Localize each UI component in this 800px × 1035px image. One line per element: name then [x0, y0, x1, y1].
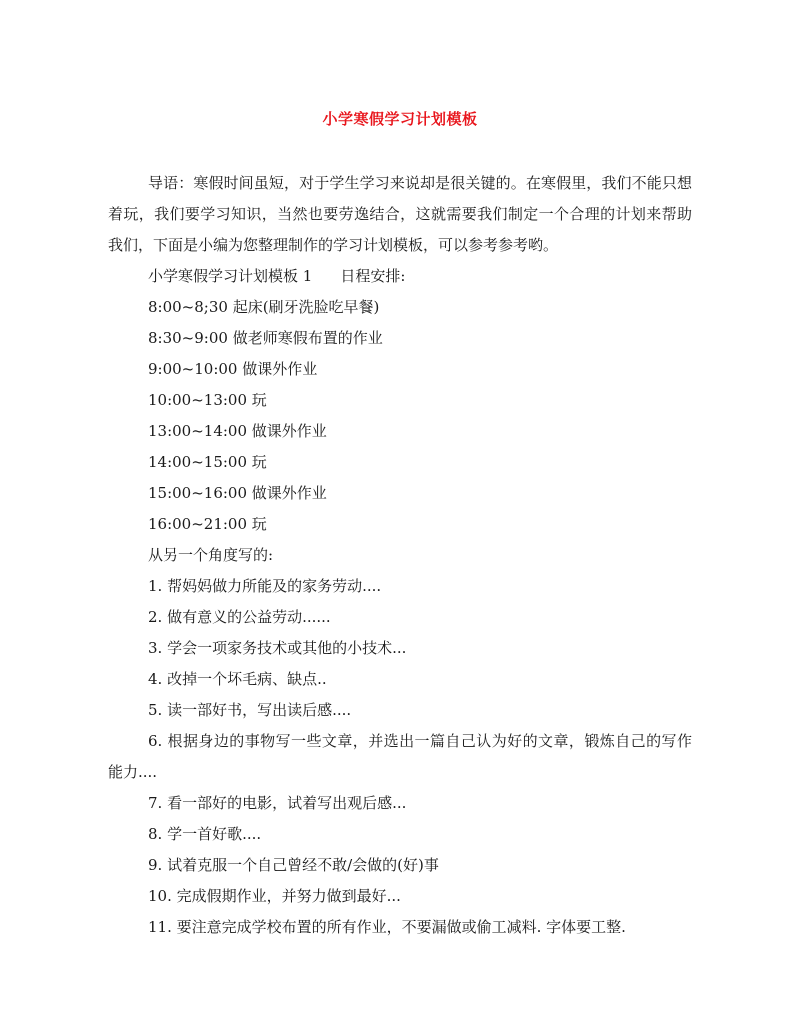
schedule-item: 8:00~8;30 起床(刷牙洗脸吃早餐): [148, 298, 380, 316]
schedule-label: 日程安排:: [340, 267, 406, 285]
list-item: 11. 要注意完成学校布置的所有作业，不要漏做或偷工减料. 字体要工整.: [148, 918, 626, 936]
schedule-item: 16:00~21:00 玩: [148, 515, 267, 533]
list-item: 2. 做有意义的公益劳动......: [148, 608, 331, 626]
list-item: 4. 改掉一个坏毛病、缺点..: [148, 670, 327, 688]
list-item: 9. 试着克服一个自己曾经不敢/会做的(好)事: [148, 856, 439, 874]
list-item: 3. 学会一项家务技术或其他的小技术...: [148, 639, 407, 657]
document-body: [108, 168, 692, 943]
section-heading-line: [108, 261, 692, 292]
list-item: 1. 帮妈妈做力所能及的家务劳动....: [148, 577, 382, 595]
list-item: 6. 根据身边的事物写一些文章，并选出一篇自己认为好的文章，锻炼自己的写作能力....: [108, 732, 692, 781]
list-item: 5. 读一部好书，写出读后感....: [148, 701, 352, 719]
angle-heading: 从另一个角度写的:: [148, 546, 274, 564]
list-item: 8. 学一首好歌....: [148, 825, 262, 843]
schedule-item: 14:00~15:00 玩: [148, 453, 267, 471]
schedule-item: 8:30~9:00 做老师寒假布置的作业: [148, 329, 383, 347]
page-title: 小学寒假学习计划模板: [322, 110, 478, 128]
intro-paragraph: 导语：寒假时间虽短，对于学生学习来说却是很关键的。在寒假里，我们不能只想着玩，我们要学习知识，当然也要劳逸结合，这就需要我们制定一个合理的计划来帮助我们，下面是小编为您整理制作的学习计划模板，可以参考参考哟。: [108, 174, 692, 254]
schedule-item: 15:00~16:00 做课外作业: [148, 484, 327, 502]
list-item: 7. 看一部好的电影，试着写出观后感...: [148, 794, 407, 812]
schedule-item: 10:00~13:00 玩: [148, 391, 267, 409]
list-item: 10. 完成假期作业，并努力做到最好...: [148, 887, 401, 905]
schedule-item: 9:00~10:00 做课外作业: [148, 360, 318, 378]
schedule-item: 13:00~14:00 做课外作业: [148, 422, 327, 440]
section-heading: 小学寒假学习计划模板 1: [148, 267, 313, 285]
